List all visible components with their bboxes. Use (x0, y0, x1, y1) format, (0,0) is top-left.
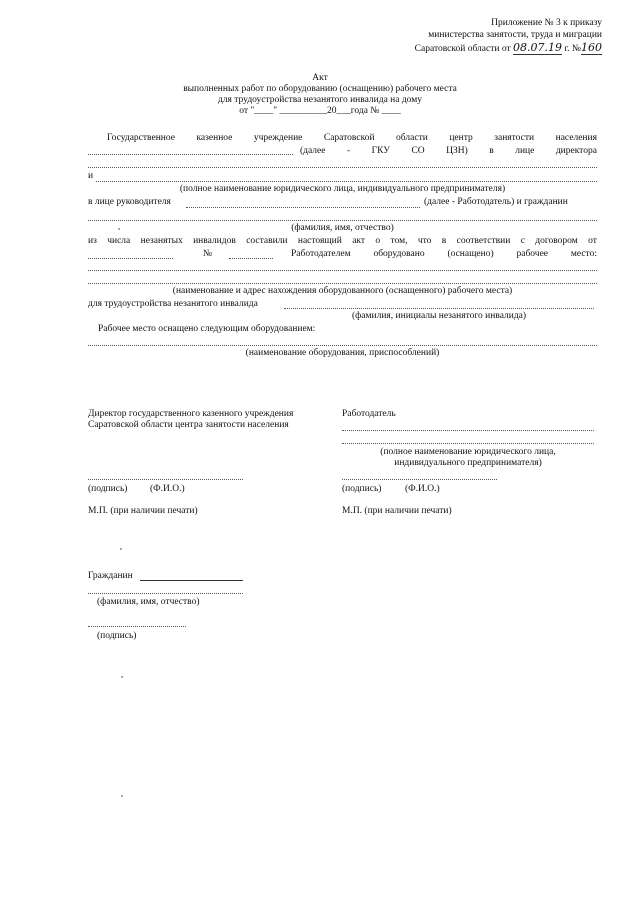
appendix-prefix: Саратовской области от (414, 44, 511, 54)
fill-line-citizen-name (140, 580, 243, 581)
employer-seal-label: М.П. (при наличии печати) (342, 506, 452, 516)
fill-line-rep (186, 207, 420, 208)
director-fio-label: (Ф.И.О.) (150, 484, 185, 494)
caption-fio: (фамилия, имя, отчество) (291, 223, 394, 233)
fill-line-contract-date (88, 258, 173, 259)
scan-speck (121, 795, 123, 797)
paragraph-1-line-1: Государственное казенное учреждение Саратовской области центр занятости населения (107, 133, 597, 143)
rep-prefix: в лице руководителя (88, 197, 171, 207)
fill-line-workplace-2 (88, 283, 597, 284)
employer-fio-label: (Ф.И.О.) (405, 484, 440, 494)
caption-employer: (полное наименование юридического лица, индивидуального предпринимателя) (179, 184, 506, 194)
citizen-caption: (фамилия, имя, отчество) (97, 597, 200, 607)
fill-line-workplace-1 (88, 270, 597, 271)
paragraph-2-line-2: Работодателем оборудовано (оснащено) рабочее место: (291, 249, 597, 259)
employ-prefix: для трудоустройства незанятого инвалида (88, 299, 258, 309)
fill-line-employer-sign-1 (342, 430, 594, 431)
fill-line-director (88, 167, 597, 168)
director-sign-label: (подпись) (88, 484, 128, 494)
fill-line-citizen-sign (88, 626, 186, 627)
fill-line-equipment (88, 345, 597, 346)
fill-line-center-name (88, 154, 293, 155)
act-subtitle-2: для трудоустройства незанятого инвалида на дому (217, 95, 423, 105)
rep-suffix: (далее - Работодатель) и гражданин (424, 197, 568, 207)
order-number: 160 (581, 41, 602, 54)
paragraph-2-line-1: из числа незанятых инвалидов составили настоящий акт о том, что в соответствии с договором от (88, 236, 597, 246)
director-title-1: Директор государственного казенного учреждения (88, 409, 294, 419)
caption-workplace: (наименование и адрес нахождения оборудованного (оснащенного) рабочего места) (172, 286, 513, 296)
citizen-label: Гражданин (88, 571, 133, 581)
appendix-line-1: Приложение № 3 к приказу (491, 18, 602, 28)
director-title-2: Саратовской области центра занятости населения (88, 420, 289, 430)
fill-line-invalid (284, 308, 594, 309)
fill-line-citizen (88, 220, 597, 221)
appendix-line-3 (415, 41, 602, 55)
fill-line-director-sign (88, 479, 243, 480)
fill-line-employer-sign (342, 479, 497, 480)
fill-line-contract-number (229, 258, 273, 259)
caption-invalid: (фамилия, инициалы незанятого инвалида) (351, 311, 527, 321)
citizen-sign-label: (подпись) (97, 631, 137, 641)
order-date: 08.07.19 (513, 41, 562, 54)
appendix-mid: г. № (564, 44, 581, 54)
caption-equipment: (наименование оборудования, приспособлений) (245, 348, 440, 358)
scan-speck (118, 228, 120, 230)
employer-caption-1: (полное наименование юридического лица, (380, 447, 556, 457)
fill-line-citizen-name-2 (88, 593, 243, 594)
fill-line-employer-sign-2 (342, 443, 594, 444)
appendix-line-2: министерства занятости, труда и миграции (428, 30, 602, 40)
employer-title: Работодатель (342, 409, 396, 419)
paragraph-1-and: и (88, 171, 94, 181)
scan-speck (120, 548, 122, 550)
employer-caption-2: индивидуального предпринимателя) (394, 458, 542, 468)
act-subtitle-1: выполненных работ по оборудованию (оснащению) рабочего места (183, 84, 457, 94)
fill-line-employer (96, 181, 597, 182)
employer-sign-label: (подпись) (342, 484, 382, 494)
contract-number-sign: № (203, 249, 213, 259)
act-date-number: от "____" __________20___года № ____ (239, 106, 401, 116)
scan-speck (121, 676, 123, 678)
act-title: Акт (312, 73, 328, 83)
director-seal-label: М.П. (при наличии печати) (88, 506, 198, 516)
paragraph-1-line-2: (далее - ГКУ СО ЦЗН) в лице директора (300, 146, 597, 156)
equipment-line: Рабочее место оснащено следующим оборудованием: (98, 324, 316, 334)
